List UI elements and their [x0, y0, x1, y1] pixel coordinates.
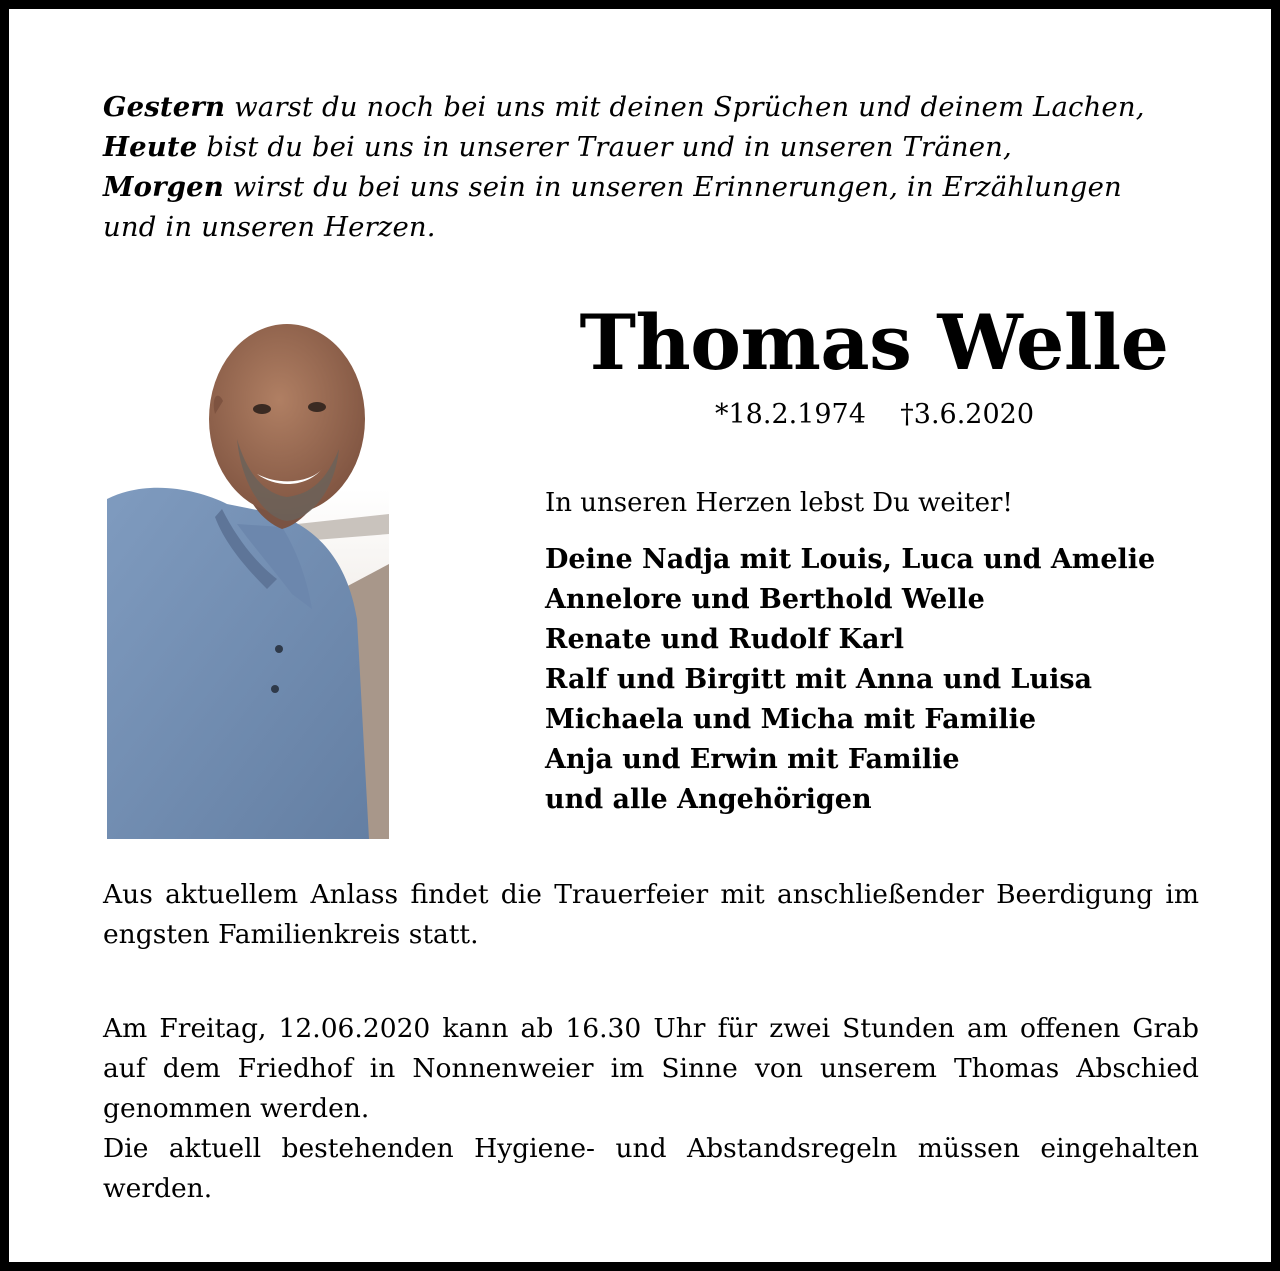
family-member: Annelore und Berthold Welle [545, 584, 985, 615]
family-member: Deine Nadja mit Louis, Luca und Amelie [545, 544, 1156, 575]
death-date: †3.6.2020 [900, 399, 1034, 430]
family-member: und alle Angehörigen [545, 784, 872, 815]
poem-line-3-text: wirst du bei uns sein in unseren Erinnerungen, in Erzählungen [223, 171, 1122, 203]
poem-line-1-keyword: Gestern [103, 91, 226, 123]
poem-line-2-keyword: Heute [103, 131, 198, 163]
poem-line-4 [103, 207, 1213, 247]
birth-date: *18.2.1974 [715, 399, 866, 430]
deceased-name: Thomas Welle [579, 298, 1169, 387]
portrait-photo [107, 289, 389, 839]
family-member: Anja und Erwin mit Familie [545, 744, 960, 775]
poem-line-3-keyword: Morgen [103, 171, 224, 203]
farewell-paragraph: Am Freitag, 12.06.2020 kann ab 16.30 Uhr für zwei Stunden am offenen Grab auf dem Friedhof in Nonnenweier im Sinne von unserem Thomas Abschied genommen werden. [103, 1013, 1199, 1124]
poem-line-2-text: bist du bei uns in unserer Trauer und in unseren Tränen, [197, 131, 1012, 163]
poem-line-1-text: warst du noch bei uns mit deinen Sprüchen und deinem Lachen, [225, 91, 1145, 123]
family-member: Ralf und Birgitt mit Anna und Luisa [545, 664, 1093, 695]
poem [103, 87, 1213, 247]
poem-line-1 [103, 87, 1213, 127]
poem-line-2 [103, 127, 1213, 167]
hygiene-paragraph: Die aktuell bestehenden Hygiene- und Abstandsregeln müssen eingehalten werden. [103, 1133, 1199, 1204]
family-list [545, 540, 1155, 820]
farewell-notice [103, 1009, 1199, 1209]
life-dates [715, 397, 1034, 433]
funeral-notice: Aus aktuellem Anlass findet die Trauerfeier mit anschließender Beerdigung im engsten Familienkreis statt. [103, 879, 1199, 950]
family-member: Michaela und Micha mit Familie [545, 704, 1037, 735]
portrait-illustration [107, 289, 389, 839]
family-member: Renate und Rudolf Karl [545, 624, 905, 655]
motto: In unseren Herzen lebst Du weiter! [545, 488, 1013, 518]
poem-line-3 [103, 167, 1213, 207]
poem-line-4-text: und in unseren Herzen. [103, 211, 436, 243]
